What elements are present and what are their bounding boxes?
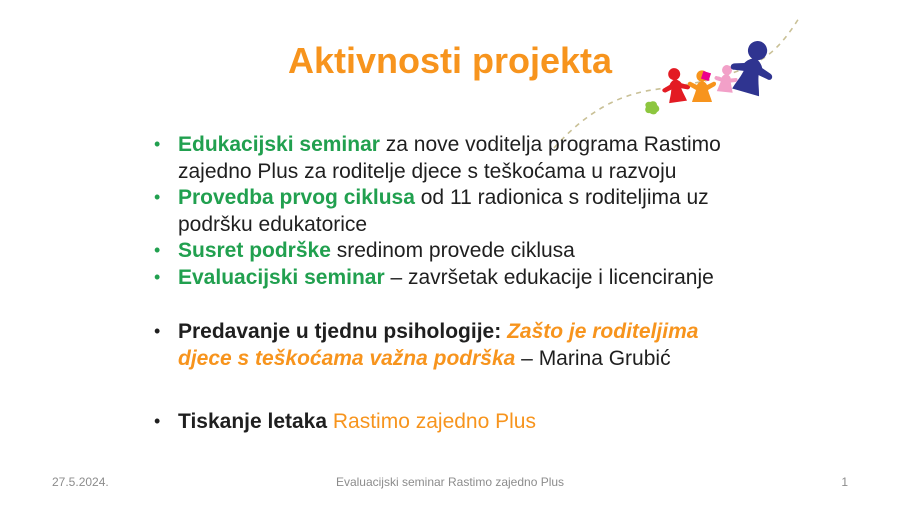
bullet-marker: •	[154, 240, 161, 260]
text-segment: sredinom provede ciklusa	[330, 239, 575, 262]
text-segment: Zašto je roditeljima djece s teškoćama važna podrška	[178, 320, 699, 370]
bullet-item	[150, 265, 750, 292]
dashed-curve-line	[554, 18, 799, 148]
bullet-marker: •	[154, 411, 161, 431]
text-segment: Rastimo zajedno Plus	[327, 410, 536, 433]
bullet-text	[178, 410, 536, 433]
text-segment: Susret podrške	[178, 239, 331, 262]
bullet-text	[178, 320, 698, 370]
text-segment: Evaluacijski seminar	[178, 265, 385, 289]
bullet-text	[178, 186, 709, 236]
bullet-item	[150, 409, 750, 436]
bullet-item	[150, 238, 750, 265]
bullet-item	[150, 185, 750, 238]
text-segment: – Marina Grubić	[515, 346, 671, 370]
clover-green-icon	[645, 101, 659, 114]
bullet-marker: •	[154, 134, 161, 154]
footer-date: 27.5.2024.	[52, 475, 109, 489]
text-segment: od 11 radionica s roditeljima uz podršku edukatorice	[178, 186, 709, 236]
text-segment: za nove voditelja programa Rastimo zajedno Plus za roditelje djece s teškoćama u razvoju	[178, 133, 721, 183]
bullet-item	[150, 319, 750, 372]
bullet-text	[178, 133, 721, 183]
text-segment: Tiskanje letaka	[178, 410, 328, 433]
text-segment: Provedba prvog ciklusa	[178, 186, 415, 209]
slide-footer	[0, 475, 900, 491]
bullet-item	[150, 132, 750, 185]
bullet-marker: •	[154, 187, 161, 207]
text-segment: Predavanje u tjednu psihologije	[178, 320, 495, 343]
footer-page-number: 1	[841, 475, 848, 489]
bullet-marker: •	[154, 266, 161, 287]
text-segment: :	[494, 320, 508, 343]
text-segment: – završetak edukacije i licenciranje	[384, 265, 714, 289]
bullet-text	[178, 239, 575, 262]
footer-title: Evaluacijski seminar Rastimo zajedno Plus	[335, 475, 565, 489]
slide-title: Aktivnosti projekta	[287, 40, 613, 81]
bullet-marker: •	[154, 321, 161, 341]
bullet-list	[150, 132, 750, 436]
bullet-text	[178, 266, 714, 289]
text-segment: Edukacijski seminar	[178, 133, 380, 156]
